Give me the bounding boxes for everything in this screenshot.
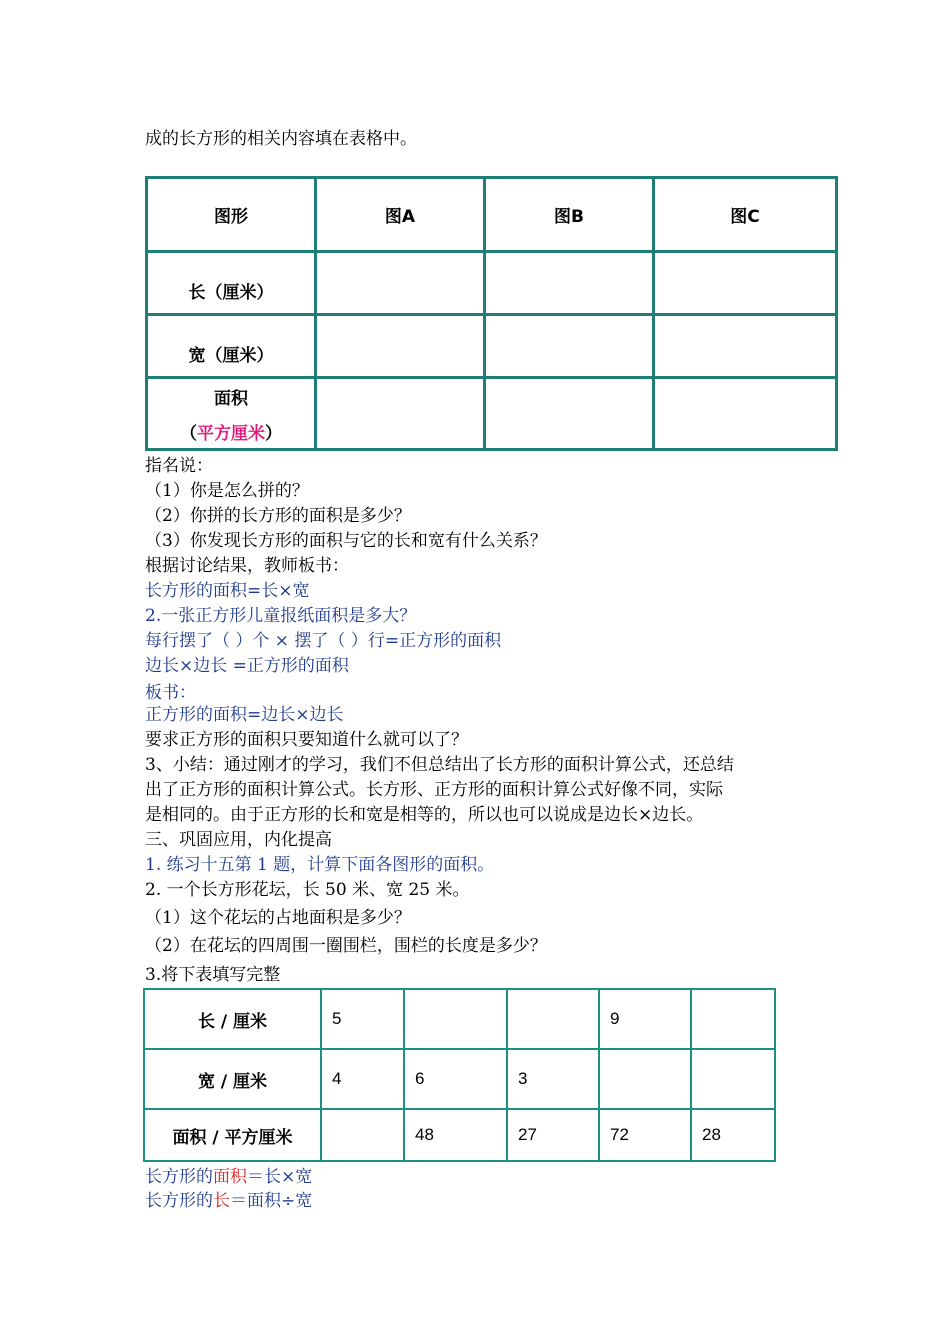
text-line: 边长×边长 =正方形的面积 <box>145 656 349 676</box>
table-header-cell: 图C <box>654 178 837 252</box>
paren-close: ） <box>265 423 282 444</box>
table-cell[interactable] <box>654 252 837 315</box>
table-row <box>144 1049 775 1109</box>
area-unit-text: 平方厘米 <box>197 423 265 444</box>
formula-length <box>145 1190 312 1212</box>
text-line: 要求正方形的面积只要知道什么就可以了？ <box>145 730 468 750</box>
table-row <box>147 252 837 315</box>
text-line: 每行摆了（ ）个 × 摆了（ ）行=正方形的面积 <box>145 631 502 651</box>
table-cell[interactable]: 27 <box>507 1109 599 1161</box>
table-cell[interactable] <box>316 378 485 450</box>
row-label: 宽（厘米） <box>147 315 316 378</box>
table-cell[interactable] <box>485 378 654 450</box>
row-label-area <box>147 378 316 450</box>
table-header-cell: 图B <box>485 178 654 252</box>
table-row <box>144 1109 775 1161</box>
table-cell[interactable]: 48 <box>404 1109 507 1161</box>
table-cell[interactable]: 6 <box>404 1049 507 1109</box>
text-line: 2. 一个长方形花坛，长 50 米、宽 25 米。 <box>145 880 470 900</box>
text-line: 根据讨论结果，教师板书： <box>145 556 349 576</box>
text-line: 指名说： <box>145 456 213 476</box>
fill-table <box>143 988 776 1162</box>
table-cell[interactable]: 72 <box>599 1109 691 1161</box>
table-cell[interactable] <box>654 378 837 450</box>
formula-rest: ＝面积÷宽 <box>230 1191 313 1211</box>
text-line: 板书： <box>145 683 196 703</box>
table-cell[interactable] <box>316 315 485 378</box>
section-heading: 三、巩固应用，内化提高 <box>145 830 332 850</box>
text-line: 1. 练习十五第 1 题，计算下面各图形的面积。 <box>145 855 495 875</box>
formula-line: 正方形的面积=边长×边长 <box>145 705 344 725</box>
table-cell[interactable] <box>654 315 837 378</box>
figure-table <box>145 176 838 451</box>
formula-line: 长方形的面积=长×宽 <box>145 581 310 601</box>
text-line: 是相同的。由于正方形的长和宽是相等的，所以也可以说成是边长×边长。 <box>145 805 704 825</box>
text-line: 3.将下表填写完整 <box>145 965 281 985</box>
text-line: 3、小结：通过刚才的学习，我们不但总结出了长方形的面积计算公式，还总结 <box>145 755 734 775</box>
table-row <box>147 378 837 450</box>
formula-rest: ＝长×宽 <box>247 1167 313 1187</box>
table-cell[interactable] <box>691 989 775 1049</box>
row-label: 面积 / 平方厘米 <box>144 1109 321 1161</box>
table-cell[interactable] <box>691 1049 775 1109</box>
table-header-cell: 图形 <box>147 178 316 252</box>
text-line: 出了正方形的面积计算公式。长方形、正方形的面积计算公式好像不同，实际 <box>145 780 723 800</box>
area-unit <box>149 419 313 444</box>
formula-prefix: 长方形的 <box>145 1167 213 1187</box>
table-cell[interactable] <box>599 1049 691 1109</box>
table-cell[interactable]: 28 <box>691 1109 775 1161</box>
area-label: 面积 <box>214 388 248 409</box>
table-cell[interactable] <box>507 989 599 1049</box>
table-cell[interactable]: 5 <box>321 989 404 1049</box>
row-label: 长 / 厘米 <box>144 989 321 1049</box>
formula-highlight: 面积 <box>213 1167 247 1187</box>
intro-text: 成的长方形的相关内容填在表格中。 <box>145 129 417 149</box>
table-cell[interactable] <box>485 252 654 315</box>
text-line: （1）你是怎么拼的？ <box>145 481 309 501</box>
table-header-cell: 图A <box>316 178 485 252</box>
row-label: 宽 / 厘米 <box>144 1049 321 1109</box>
table-cell[interactable] <box>316 252 485 315</box>
table-cell[interactable] <box>485 315 654 378</box>
formula-area <box>145 1166 312 1188</box>
text-line: （2）你拼的长方形的面积是多少？ <box>145 506 411 526</box>
paren-open: （ <box>180 423 197 444</box>
formula-prefix: 长方形的 <box>145 1191 213 1211</box>
table-cell[interactable] <box>321 1109 404 1161</box>
table-cell[interactable]: 9 <box>599 989 691 1049</box>
formula-highlight: 长 <box>213 1191 230 1211</box>
table-row <box>147 178 837 252</box>
row-label: 长（厘米） <box>147 252 316 315</box>
table-cell[interactable]: 4 <box>321 1049 404 1109</box>
text-line: （2）在花坛的四周围一圈围栏，围栏的长度是多少？ <box>145 936 547 956</box>
text-line: 2.一张正方形儿童报纸面积是多大？ <box>145 606 417 626</box>
table-row <box>147 315 837 378</box>
table-cell[interactable] <box>404 989 507 1049</box>
table-row <box>144 989 775 1049</box>
table-cell[interactable]: 3 <box>507 1049 599 1109</box>
text-line: （1）这个花坛的占地面积是多少？ <box>145 908 411 928</box>
text-line: （3）你发现长方形的面积与它的长和宽有什么关系？ <box>145 531 547 551</box>
